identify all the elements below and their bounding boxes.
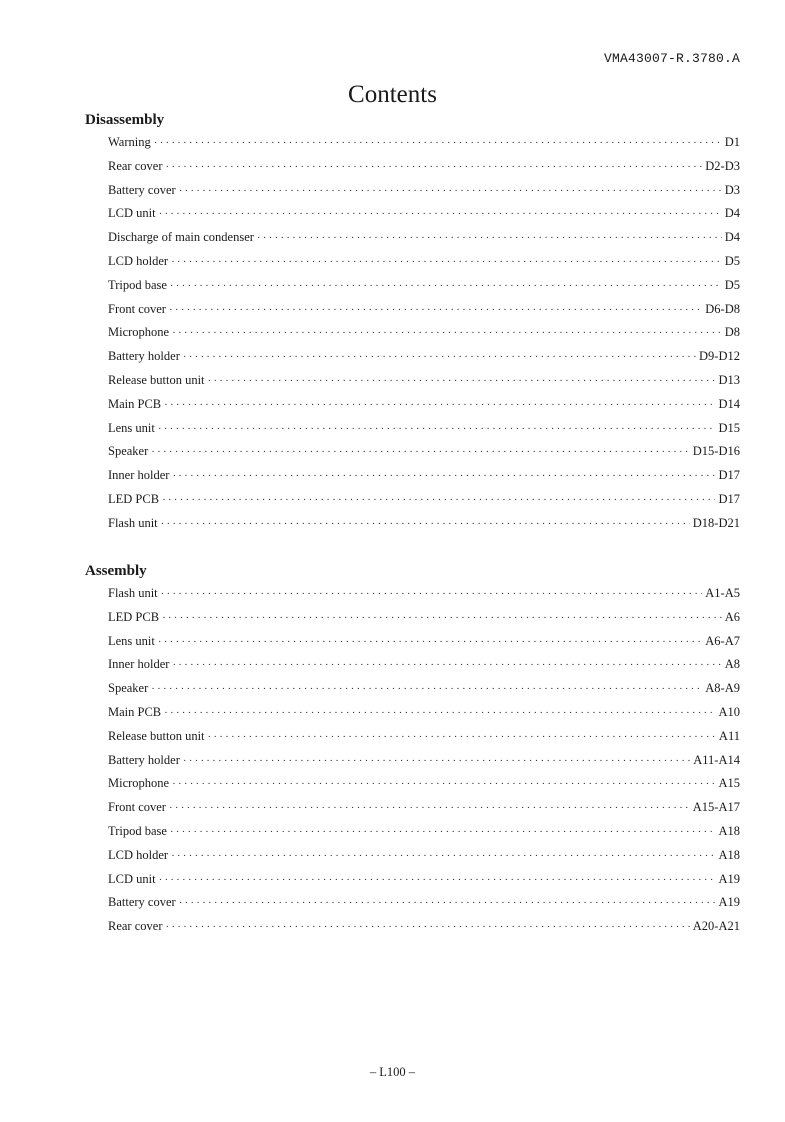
toc-entry-page: A8-A9 (705, 681, 740, 696)
toc-entry-label: Speaker (108, 444, 149, 459)
toc-entry (108, 512, 740, 536)
toc-entry (108, 345, 740, 369)
toc-entry-label: LED PCB (108, 491, 160, 506)
toc-entry (108, 796, 740, 820)
toc-entry (108, 606, 740, 630)
toc-entry (108, 772, 740, 796)
toc-entry-page: A8 (724, 657, 740, 672)
toc-entry (108, 250, 740, 274)
toc-entry-label: Main PCB (108, 396, 162, 411)
dot-leader (179, 892, 716, 916)
dot-leader (208, 726, 716, 750)
toc-entry-page: A11 (718, 728, 740, 743)
dot-leader (257, 227, 722, 251)
dot-leader (172, 654, 721, 678)
toc-entry (108, 298, 740, 322)
assembly-heading: Assembly (85, 563, 147, 579)
toc-entry-page: D15 (718, 420, 740, 435)
toc-entry-label: Lens unit (108, 633, 155, 648)
dot-leader (179, 180, 722, 204)
toc-entry-label: Inner holder (108, 657, 170, 672)
toc-entry (108, 915, 740, 939)
toc-entry-page: D4 (724, 230, 740, 245)
toc-entry (108, 677, 740, 701)
toc-entry (108, 369, 740, 393)
toc-entry-label: Speaker (108, 681, 149, 696)
disassembly-section (85, 109, 740, 536)
toc-entry-label: Release button unit (108, 728, 205, 743)
toc-entry (108, 868, 740, 892)
toc-entry-page: A18 (718, 823, 740, 838)
toc-entry (108, 202, 740, 226)
toc-entry-label: Front cover (108, 800, 166, 815)
toc-entry-label: Tripod base (108, 277, 167, 292)
toc-entry-page: D18-D21 (692, 515, 740, 530)
disassembly-heading: Disassembly (85, 112, 165, 128)
assembly-section (85, 560, 740, 939)
dot-leader (151, 678, 702, 702)
dot-leader (169, 797, 690, 821)
toc-entry-label: LCD unit (108, 871, 156, 886)
toc-entry-page: D17 (718, 491, 740, 506)
document-code: VMA43007-R.3780.A (603, 51, 740, 66)
toc-entry (108, 630, 740, 654)
toc-entry-page: D5 (724, 277, 740, 292)
toc-entry-page: A19 (718, 871, 740, 886)
dot-leader (162, 607, 722, 631)
toc-entry-label: Inner holder (108, 468, 170, 483)
dot-leader (169, 299, 702, 323)
toc-entry-page: D6-D8 (705, 301, 740, 316)
toc-entry-page: A15 (718, 776, 740, 791)
dot-leader (183, 750, 690, 774)
dot-leader (154, 132, 722, 156)
dot-leader (161, 583, 703, 607)
toc-entry (108, 582, 740, 606)
dot-leader (171, 845, 715, 869)
dot-leader (170, 275, 722, 299)
toc-entry (108, 321, 740, 345)
toc-entry-label: Rear cover (108, 158, 163, 173)
page-title: Contents (348, 80, 437, 108)
toc-entry (108, 653, 740, 677)
page-number: – L100 – (369, 1065, 416, 1079)
toc-entry (108, 393, 740, 417)
toc-entry-page: D2-D3 (705, 158, 740, 173)
toc-entry-page: D9-D12 (699, 349, 740, 364)
toc-entry-label: Lens unit (108, 420, 155, 435)
dot-leader (158, 631, 702, 655)
dot-leader (170, 821, 716, 845)
toc-entry (108, 131, 740, 155)
disassembly-toc-list (85, 131, 740, 536)
toc-entry-page: D5 (724, 253, 740, 268)
dot-leader (183, 346, 696, 370)
dot-leader (151, 441, 690, 465)
toc-entry-page: A6 (724, 609, 740, 624)
toc-entry-page: D13 (718, 372, 740, 387)
dot-leader (172, 773, 715, 797)
toc-entry (108, 226, 740, 250)
toc-entry-label: Front cover (108, 301, 166, 316)
dot-leader (208, 370, 716, 394)
toc-entry-page: D8 (724, 325, 740, 340)
toc-entry-label: Flash unit (108, 515, 158, 530)
toc-entry-label: Flash unit (108, 586, 158, 600)
toc-entry (108, 155, 740, 179)
toc-entry-page: A20-A21 (692, 919, 740, 934)
toc-entry (108, 417, 740, 441)
dot-leader (159, 869, 716, 893)
toc-entry-page: D17 (718, 468, 740, 483)
dot-leader (159, 203, 722, 227)
toc-entry-label: Main PCB (108, 704, 162, 719)
toc-entry-label: LCD holder (108, 847, 169, 862)
toc-entry-page: A19 (718, 895, 740, 910)
toc-entry-label: Tripod base (108, 823, 167, 838)
toc-entry (108, 749, 740, 773)
dot-leader (165, 916, 689, 940)
toc-entry-page: D14 (718, 396, 740, 411)
toc-entry (108, 844, 740, 868)
toc-entry-label: LED PCB (108, 609, 160, 624)
toc-entry-page: D4 (724, 206, 740, 221)
toc-entry-label: Battery cover (108, 182, 176, 197)
toc-entry-label: Microphone (108, 325, 170, 340)
toc-entry-page: A1-A5 (705, 586, 740, 600)
toc-entry (108, 274, 740, 298)
toc-entry-label: Warning (108, 135, 151, 149)
toc-entry-label: Battery holder (108, 752, 180, 767)
dot-leader (162, 489, 715, 513)
toc-entry (108, 464, 740, 488)
toc-entry-label: Battery holder (108, 349, 180, 364)
toc-entry (108, 820, 740, 844)
dot-leader (165, 156, 702, 180)
dot-leader (171, 251, 722, 275)
toc-entry-page: A15-A17 (692, 800, 740, 815)
toc-entry-label: LCD holder (108, 253, 169, 268)
toc-entry-label: LCD unit (108, 206, 156, 221)
toc-entry-page: A6-A7 (705, 633, 740, 648)
toc-entry-page: D3 (724, 182, 740, 197)
toc-entry-label: Discharge of main condenser (108, 230, 254, 245)
toc-entry-label: Rear cover (108, 919, 163, 934)
toc-entry-page: D15-D16 (692, 444, 740, 459)
dot-leader (172, 322, 722, 346)
toc-entry-label: Release button unit (108, 372, 205, 387)
toc-entry (108, 701, 740, 725)
toc-entry-label: Battery cover (108, 895, 176, 910)
toc-entry-page: D1 (724, 135, 740, 149)
toc-entry-page: A18 (718, 847, 740, 862)
toc-entry-page: A11-A14 (693, 752, 740, 767)
dot-leader (161, 513, 690, 537)
toc-entry (108, 179, 740, 203)
assembly-toc-list (85, 582, 740, 939)
toc-entry-label: Microphone (108, 776, 170, 791)
toc-entry (108, 440, 740, 464)
dot-leader (172, 465, 715, 489)
toc-entry (108, 725, 740, 749)
toc-entry-page: A10 (718, 704, 740, 719)
toc-entry (108, 891, 740, 915)
dot-leader (164, 394, 715, 418)
dot-leader (158, 418, 716, 442)
toc-entry (108, 488, 740, 512)
dot-leader (164, 702, 715, 726)
